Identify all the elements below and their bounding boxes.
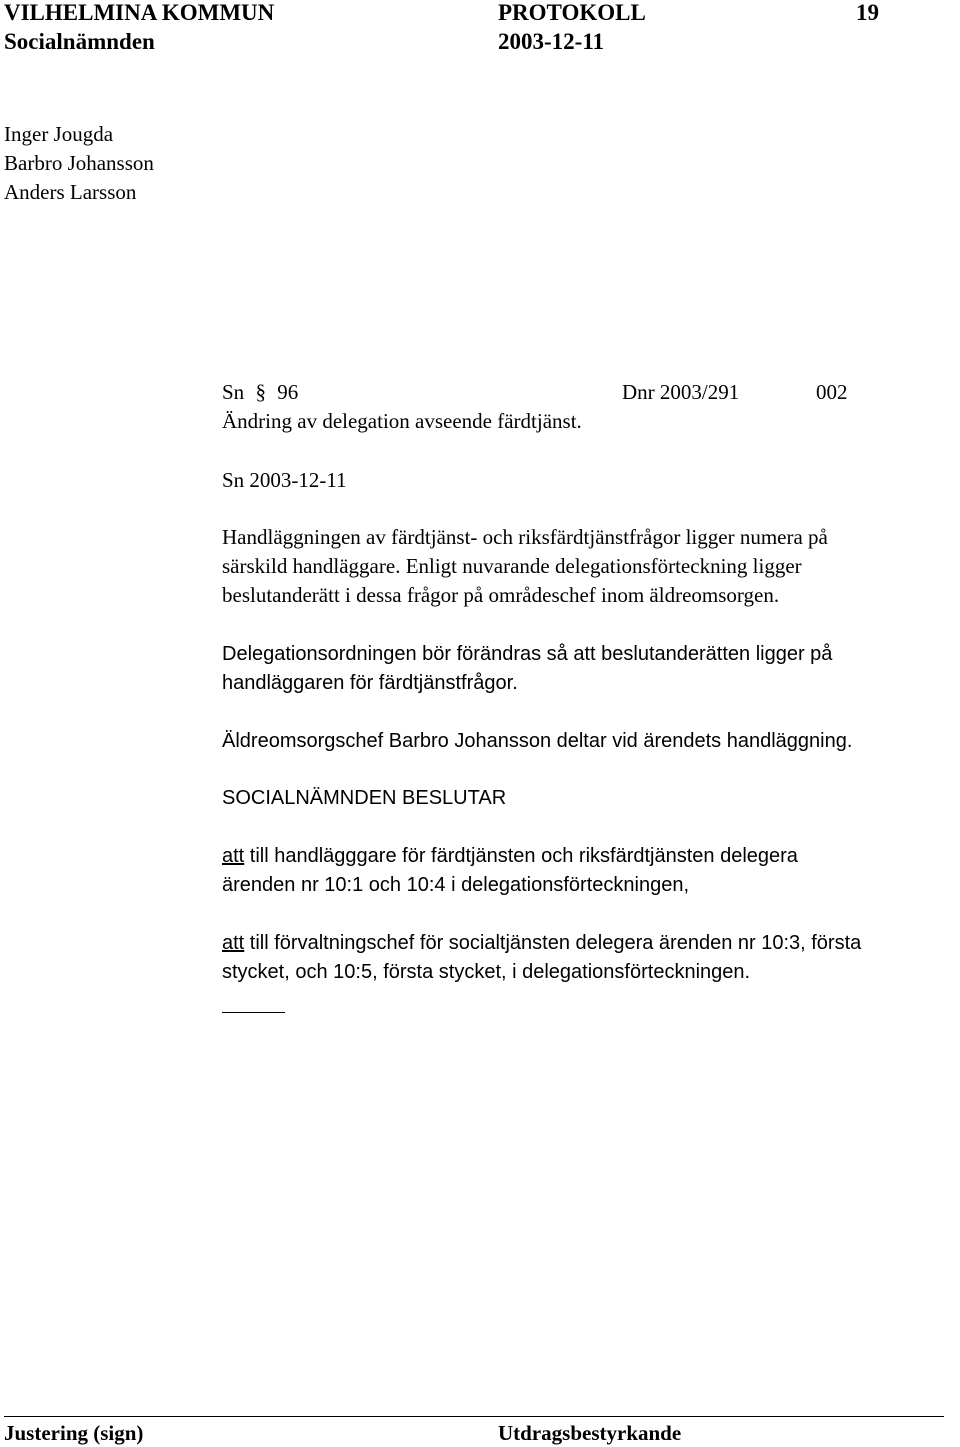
footer-rule: [4, 1416, 944, 1417]
section-symbol: §: [255, 380, 266, 404]
decision-item-2: [222, 929, 960, 987]
decision-text: stycket, och 10:5, första stycket, i delegationsförteckningen.: [222, 961, 751, 983]
diary-number: Dnr 2003/291: [622, 380, 740, 404]
meeting-reference: Sn 2003-12-11: [222, 468, 347, 492]
protocol-date: 2003-12-11: [498, 29, 605, 54]
participant-names: [4, 120, 154, 207]
footer-utdragsbestyrkande: Utdragsbestyrkande: [498, 1421, 682, 1445]
decision-heading: SOCIALNÄMNDEN BESLUTAR: [222, 787, 507, 809]
end-rule: [222, 1012, 285, 1013]
participant-name: Barbro Johansson: [4, 151, 154, 175]
footer-justering: Justering (sign): [4, 1421, 144, 1445]
decision-text: ärenden nr 10:1 och 10:4 i delegationsförteckningen,: [222, 874, 690, 896]
paragraph-proposal: [222, 640, 960, 698]
paragraph-line: Äldreomsorgschef Barbro Johansson deltar vid ärendets handläggning.: [222, 730, 853, 752]
case-title: Ändring av delegation avseende färdtjänst.: [222, 409, 582, 433]
decision-text: till förvaltningschef för socialtjänsten delegera ärenden nr 10:3, första: [244, 932, 862, 954]
municipality-name: VILHELMINA KOMMUN: [4, 0, 275, 25]
page-number: 19: [856, 0, 879, 25]
paragraph-background: [222, 523, 960, 610]
paragraph-line: beslutanderätt i dessa frågor på områdeschef inom äldreomsorgen.: [222, 583, 780, 607]
att-keyword: att: [222, 845, 245, 867]
section-number: 96: [277, 380, 299, 404]
paragraph-line: Delegationsordningen bör förändras så att beslutanderätten ligger på: [222, 643, 833, 665]
participant-name: Anders Larsson: [4, 180, 137, 204]
section-reference: [222, 378, 298, 407]
paragraph-participation: [222, 727, 960, 756]
document-type: PROTOKOLL: [498, 0, 646, 25]
decision-text: till handlägggare för färdtjänsten och riksfärdtjänsten delegera: [244, 845, 798, 867]
att-keyword: att: [222, 932, 245, 954]
decision-item-1: [222, 842, 960, 900]
committee-name: Socialnämnden: [4, 29, 155, 54]
paragraph-line: handläggaren för färdtjänstfrågor.: [222, 672, 518, 694]
paragraph-line: Handläggningen av färdtjänst- och riksfärdtjänstfrågor ligger numera på: [222, 525, 828, 549]
section-label: Sn: [222, 380, 245, 404]
participant-name: Inger Jougda: [4, 122, 114, 146]
case-code: 002: [816, 380, 848, 404]
paragraph-line: särskild handläggare. Enligt nuvarande delegationsförteckning ligger: [222, 554, 802, 578]
